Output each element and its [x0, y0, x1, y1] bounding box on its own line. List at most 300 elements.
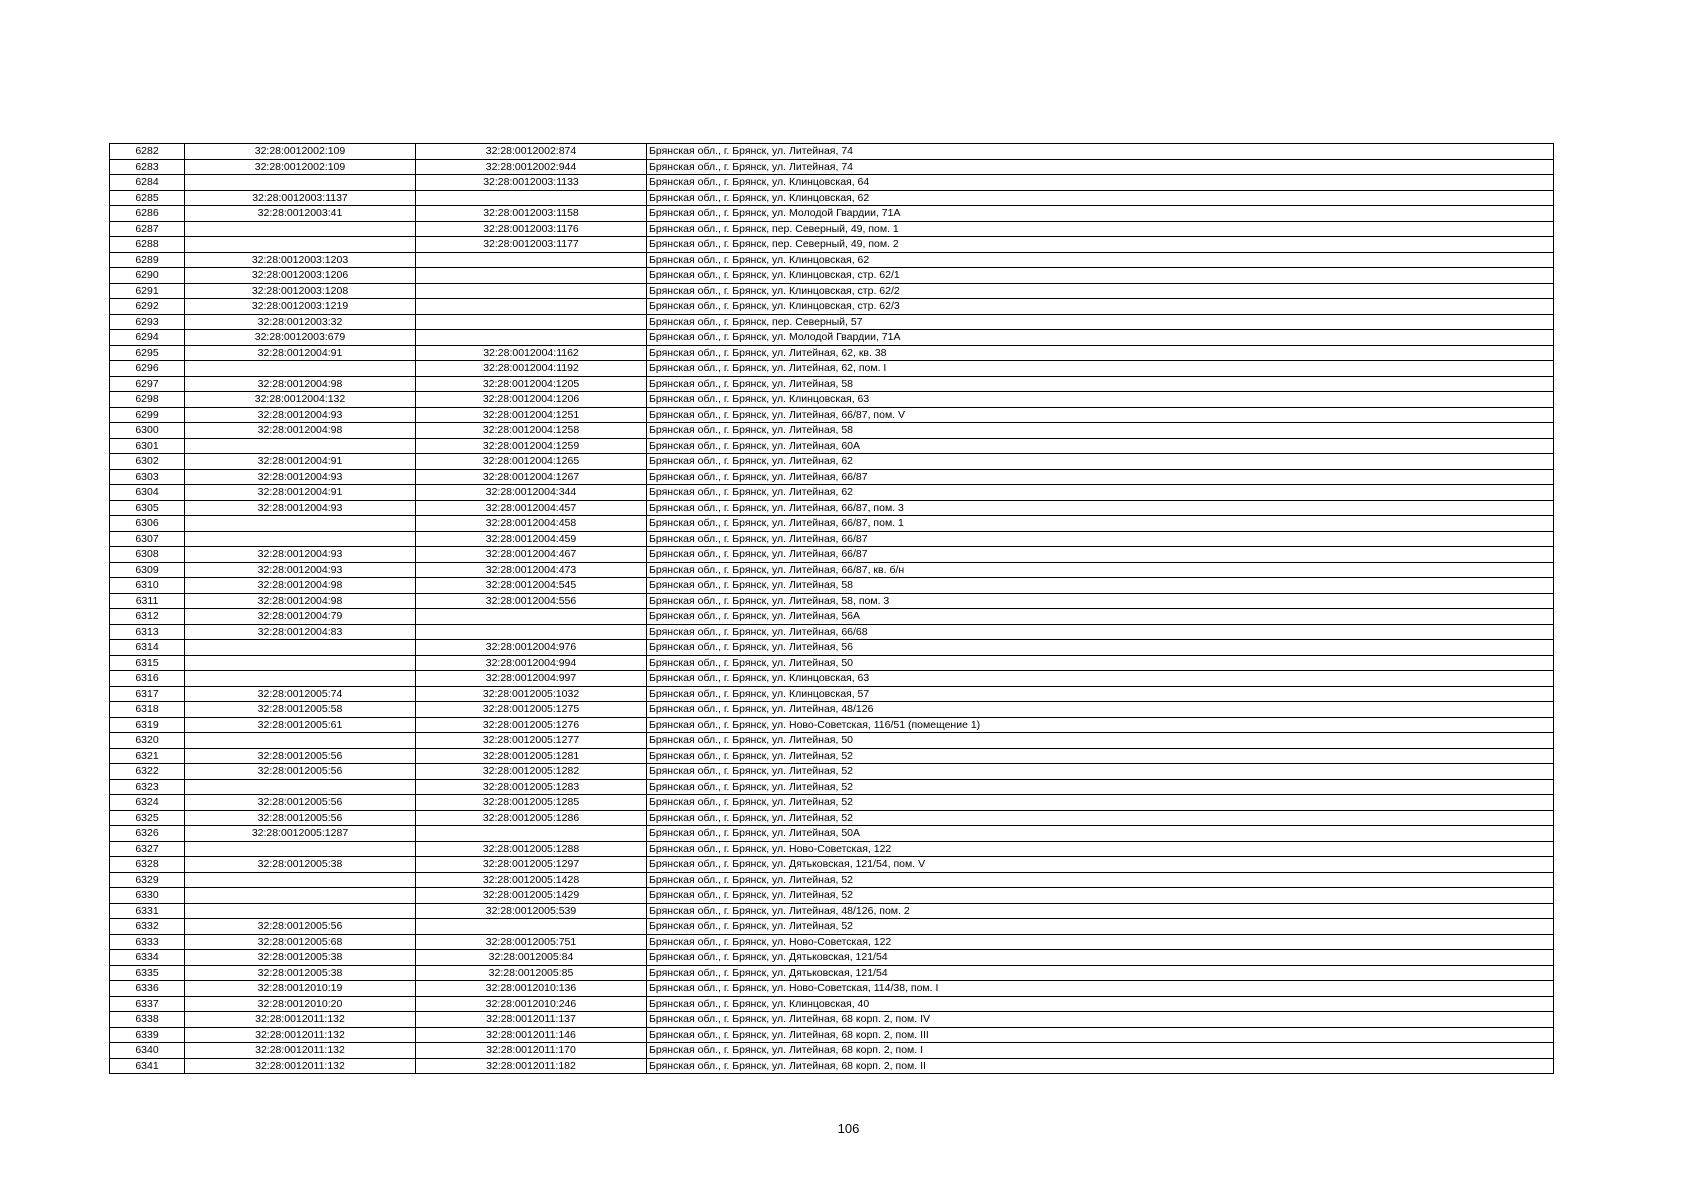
address-cell: Брянская обл., г. Брянск, ул. Клинцовская, 64 — [647, 175, 1554, 191]
row-number-cell: 6334 — [110, 950, 185, 966]
address-cell: Брянская обл., г. Брянск, пер. Северный, 49, пом. 1 — [647, 221, 1554, 237]
row-number-cell: 6302 — [110, 454, 185, 470]
table-row — [110, 485, 1554, 501]
address-cell: Брянская обл., г. Брянск, ул. Ново-Советская, 116/51 (помещение 1) — [647, 717, 1554, 733]
land-cadastral-number-cell: 32:28:0012002:109 — [185, 144, 416, 160]
row-number-cell: 6283 — [110, 159, 185, 175]
row-number-cell: 6298 — [110, 392, 185, 408]
object-cadastral-number-cell: 32:28:0012004:994 — [416, 655, 647, 671]
address-cell: Брянская обл., г. Брянск, ул. Литейная, 50 — [647, 733, 1554, 749]
land-cadastral-number-cell: 32:28:0012003:1137 — [185, 190, 416, 206]
address-cell: Брянская обл., г. Брянск, ул. Литейная, 66/87 — [647, 469, 1554, 485]
row-number-cell: 6287 — [110, 221, 185, 237]
row-number-cell: 6321 — [110, 748, 185, 764]
land-cadastral-number-cell: 32:28:0012004:98 — [185, 593, 416, 609]
table-row — [110, 516, 1554, 532]
table-row — [110, 392, 1554, 408]
land-cadastral-number-cell: 32:28:0012005:38 — [185, 857, 416, 873]
address-cell: Брянская обл., г. Брянск, ул. Клинцовская, стр. 62/2 — [647, 283, 1554, 299]
row-number-cell: 6292 — [110, 299, 185, 315]
row-number-cell: 6297 — [110, 376, 185, 392]
land-cadastral-number-cell — [185, 640, 416, 656]
address-cell: Брянская обл., г. Брянск, ул. Дятьковская, 121/54, пом. V — [647, 857, 1554, 873]
object-cadastral-number-cell — [416, 919, 647, 935]
object-cadastral-number-cell: 32:28:0012010:246 — [416, 996, 647, 1012]
row-number-cell: 6313 — [110, 624, 185, 640]
table-row — [110, 268, 1554, 284]
address-cell: Брянская обл., г. Брянск, ул. Дятьковская, 121/54 — [647, 950, 1554, 966]
table-row — [110, 299, 1554, 315]
table-row — [110, 438, 1554, 454]
land-cadastral-number-cell — [185, 438, 416, 454]
row-number-cell: 6289 — [110, 252, 185, 268]
table-row — [110, 159, 1554, 175]
row-number-cell: 6320 — [110, 733, 185, 749]
table-row — [110, 609, 1554, 625]
table-row — [110, 996, 1554, 1012]
land-cadastral-number-cell: 32:28:0012005:58 — [185, 702, 416, 718]
address-cell: Брянская обл., г. Брянск, ул. Клинцовская, 62 — [647, 190, 1554, 206]
address-cell: Брянская обл., г. Брянск, ул. Литейная, 66/87 — [647, 547, 1554, 563]
row-number-cell: 6326 — [110, 826, 185, 842]
object-cadastral-number-cell: 32:28:0012005:85 — [416, 965, 647, 981]
land-cadastral-number-cell: 32:28:0012004:98 — [185, 578, 416, 594]
address-cell: Брянская обл., г. Брянск, пер. Северный, 49, пом. 2 — [647, 237, 1554, 253]
table-row — [110, 686, 1554, 702]
row-number-cell: 6285 — [110, 190, 185, 206]
land-cadastral-number-cell — [185, 237, 416, 253]
address-cell: Брянская обл., г. Брянск, ул. Молодой Гвардии, 71А — [647, 206, 1554, 222]
object-cadastral-number-cell: 32:28:0012005:1275 — [416, 702, 647, 718]
row-number-cell: 6324 — [110, 795, 185, 811]
address-cell: Брянская обл., г. Брянск, ул. Литейная, 52 — [647, 872, 1554, 888]
address-cell: Брянская обл., г. Брянск, ул. Литейная, 68 корп. 2, пом. IV — [647, 1012, 1554, 1028]
table-row — [110, 826, 1554, 842]
table-row — [110, 981, 1554, 997]
address-cell: Брянская обл., г. Брянск, пер. Северный, 57 — [647, 314, 1554, 330]
address-cell: Брянская обл., г. Брянск, ул. Литейная, 74 — [647, 144, 1554, 160]
row-number-cell: 6331 — [110, 903, 185, 919]
address-cell: Брянская обл., г. Брянск, ул. Литейная, 68 корп. 2, пом. III — [647, 1027, 1554, 1043]
row-number-cell: 6318 — [110, 702, 185, 718]
table-row — [110, 547, 1554, 563]
object-cadastral-number-cell — [416, 283, 647, 299]
row-number-cell: 6293 — [110, 314, 185, 330]
object-cadastral-number-cell: 32:28:0012004:1192 — [416, 361, 647, 377]
table-row — [110, 965, 1554, 981]
land-cadastral-number-cell: 32:28:0012002:109 — [185, 159, 416, 175]
row-number-cell: 6301 — [110, 438, 185, 454]
land-cadastral-number-cell: 32:28:0012005:56 — [185, 919, 416, 935]
row-number-cell: 6309 — [110, 562, 185, 578]
object-cadastral-number-cell: 32:28:0012005:1288 — [416, 841, 647, 857]
address-cell: Брянская обл., г. Брянск, ул. Литейная, 74 — [647, 159, 1554, 175]
row-number-cell: 6332 — [110, 919, 185, 935]
row-number-cell: 6340 — [110, 1043, 185, 1059]
land-cadastral-number-cell: 32:28:0012011:132 — [185, 1027, 416, 1043]
row-number-cell: 6316 — [110, 671, 185, 687]
land-cadastral-number-cell — [185, 361, 416, 377]
row-number-cell: 6329 — [110, 872, 185, 888]
row-number-cell: 6290 — [110, 268, 185, 284]
table-row — [110, 1027, 1554, 1043]
land-cadastral-number-cell: 32:28:0012005:61 — [185, 717, 416, 733]
table-row — [110, 144, 1554, 160]
row-number-cell: 6338 — [110, 1012, 185, 1028]
row-number-cell: 6294 — [110, 330, 185, 346]
object-cadastral-number-cell: 32:28:0012004:467 — [416, 547, 647, 563]
object-cadastral-number-cell: 32:28:0012004:1162 — [416, 345, 647, 361]
object-cadastral-number-cell: 32:28:0012004:1258 — [416, 423, 647, 439]
row-number-cell: 6325 — [110, 810, 185, 826]
land-cadastral-number-cell — [185, 903, 416, 919]
object-cadastral-number-cell: 32:28:0012005:84 — [416, 950, 647, 966]
address-cell: Брянская обл., г. Брянск, ул. Литейная, 50 — [647, 655, 1554, 671]
table-row — [110, 252, 1554, 268]
object-cadastral-number-cell: 32:28:0012002:944 — [416, 159, 647, 175]
table-row — [110, 314, 1554, 330]
land-cadastral-number-cell: 32:28:0012010:19 — [185, 981, 416, 997]
land-cadastral-number-cell: 32:28:0012004:91 — [185, 345, 416, 361]
address-cell: Брянская обл., г. Брянск, ул. Литейная, 66/87, пом. 1 — [647, 516, 1554, 532]
table-row — [110, 206, 1554, 222]
land-cadastral-number-cell: 32:28:0012004:93 — [185, 562, 416, 578]
page-number: 106 — [837, 1121, 860, 1136]
row-number-cell: 6282 — [110, 144, 185, 160]
land-cadastral-number-cell: 32:28:0012010:20 — [185, 996, 416, 1012]
table-row — [110, 562, 1554, 578]
land-cadastral-number-cell: 32:28:0012005:74 — [185, 686, 416, 702]
land-cadastral-number-cell: 32:28:0012011:132 — [185, 1058, 416, 1074]
table-row — [110, 717, 1554, 733]
object-cadastral-number-cell — [416, 624, 647, 640]
object-cadastral-number-cell: 32:28:0012005:1032 — [416, 686, 647, 702]
row-number-cell: 6286 — [110, 206, 185, 222]
address-cell: Брянская обл., г. Брянск, ул. Литейная, 66/87 — [647, 531, 1554, 547]
land-cadastral-number-cell: 32:28:0012004:132 — [185, 392, 416, 408]
address-cell: Брянская обл., г. Брянск, ул. Клинцовская, стр. 62/1 — [647, 268, 1554, 284]
land-cadastral-number-cell: 32:28:0012005:56 — [185, 795, 416, 811]
object-cadastral-number-cell: 32:28:0012004:1251 — [416, 407, 647, 423]
land-cadastral-number-cell — [185, 671, 416, 687]
table-row — [110, 950, 1554, 966]
land-cadastral-number-cell: 32:28:0012004:98 — [185, 423, 416, 439]
object-cadastral-number-cell — [416, 330, 647, 346]
object-cadastral-number-cell: 32:28:0012011:170 — [416, 1043, 647, 1059]
table-row — [110, 764, 1554, 780]
object-cadastral-number-cell: 32:28:0012004:458 — [416, 516, 647, 532]
land-cadastral-number-cell: 32:28:0012005:1287 — [185, 826, 416, 842]
address-cell: Брянская обл., г. Брянск, ул. Литейная, 66/87, пом. 3 — [647, 500, 1554, 516]
object-cadastral-number-cell: 32:28:0012004:473 — [416, 562, 647, 578]
table-row — [110, 376, 1554, 392]
row-number-cell: 6303 — [110, 469, 185, 485]
address-cell: Брянская обл., г. Брянск, ул. Литейная, 66/68 — [647, 624, 1554, 640]
table-row — [110, 423, 1554, 439]
row-number-cell: 6291 — [110, 283, 185, 299]
row-number-cell: 6315 — [110, 655, 185, 671]
land-cadastral-number-cell — [185, 221, 416, 237]
land-cadastral-number-cell — [185, 872, 416, 888]
row-number-cell: 6310 — [110, 578, 185, 594]
table-row — [110, 593, 1554, 609]
table-row — [110, 903, 1554, 919]
land-cadastral-number-cell — [185, 531, 416, 547]
object-cadastral-number-cell: 32:28:0012005:751 — [416, 934, 647, 950]
row-number-cell: 6336 — [110, 981, 185, 997]
row-number-cell: 6308 — [110, 547, 185, 563]
object-cadastral-number-cell: 32:28:0012005:539 — [416, 903, 647, 919]
registry-table-container — [109, 143, 1554, 1074]
table-row — [110, 500, 1554, 516]
object-cadastral-number-cell: 32:28:0012010:136 — [416, 981, 647, 997]
table-row — [110, 1012, 1554, 1028]
table-row — [110, 640, 1554, 656]
address-cell: Брянская обл., г. Брянск, ул. Ново-Советская, 114/38, пом. I — [647, 981, 1554, 997]
land-cadastral-number-cell: 32:28:0012003:1208 — [185, 283, 416, 299]
address-cell: Брянская обл., г. Брянск, ул. Литейная, 58, пом. 3 — [647, 593, 1554, 609]
object-cadastral-number-cell — [416, 609, 647, 625]
row-number-cell: 6306 — [110, 516, 185, 532]
land-cadastral-number-cell: 32:28:0012004:98 — [185, 376, 416, 392]
object-cadastral-number-cell: 32:28:0012003:1133 — [416, 175, 647, 191]
address-cell: Брянская обл., г. Брянск, ул. Литейная, 62, пом. I — [647, 361, 1554, 377]
table-row — [110, 330, 1554, 346]
land-cadastral-number-cell: 32:28:0012004:83 — [185, 624, 416, 640]
registry-table — [109, 143, 1554, 1074]
object-cadastral-number-cell: 32:28:0012003:1176 — [416, 221, 647, 237]
table-row — [110, 578, 1554, 594]
table-row — [110, 748, 1554, 764]
row-number-cell: 6339 — [110, 1027, 185, 1043]
land-cadastral-number-cell: 32:28:0012004:93 — [185, 469, 416, 485]
address-cell: Брянская обл., г. Брянск, ул. Литейная, 56А — [647, 609, 1554, 625]
object-cadastral-number-cell: 32:28:0012004:976 — [416, 640, 647, 656]
address-cell: Брянская обл., г. Брянск, ул. Клинцовская, 57 — [647, 686, 1554, 702]
row-number-cell: 6330 — [110, 888, 185, 904]
table-row — [110, 655, 1554, 671]
table-row — [110, 671, 1554, 687]
table-row — [110, 345, 1554, 361]
row-number-cell: 6337 — [110, 996, 185, 1012]
registry-table-body — [110, 144, 1554, 1074]
land-cadastral-number-cell: 32:28:0012003:32 — [185, 314, 416, 330]
land-cadastral-number-cell — [185, 175, 416, 191]
row-number-cell: 6284 — [110, 175, 185, 191]
object-cadastral-number-cell — [416, 190, 647, 206]
row-number-cell: 6296 — [110, 361, 185, 377]
object-cadastral-number-cell: 32:28:0012003:1158 — [416, 206, 647, 222]
row-number-cell: 6307 — [110, 531, 185, 547]
object-cadastral-number-cell — [416, 299, 647, 315]
address-cell: Брянская обл., г. Брянск, ул. Литейная, 52 — [647, 764, 1554, 780]
address-cell: Брянская обл., г. Брянск, ул. Литейная, 66/87, пом. V — [647, 407, 1554, 423]
row-number-cell: 6322 — [110, 764, 185, 780]
land-cadastral-number-cell: 32:28:0012005:56 — [185, 810, 416, 826]
address-cell: Брянская обл., г. Брянск, ул. Клинцовская, 63 — [647, 671, 1554, 687]
object-cadastral-number-cell: 32:28:0012004:997 — [416, 671, 647, 687]
address-cell: Брянская обл., г. Брянск, ул. Литейная, 50А — [647, 826, 1554, 842]
row-number-cell: 6304 — [110, 485, 185, 501]
land-cadastral-number-cell: 32:28:0012004:91 — [185, 485, 416, 501]
row-number-cell: 6311 — [110, 593, 185, 609]
land-cadastral-number-cell: 32:28:0012003:41 — [185, 206, 416, 222]
object-cadastral-number-cell: 32:28:0012003:1177 — [416, 237, 647, 253]
object-cadastral-number-cell: 32:28:0012005:1297 — [416, 857, 647, 873]
land-cadastral-number-cell — [185, 733, 416, 749]
object-cadastral-number-cell: 32:28:0012011:146 — [416, 1027, 647, 1043]
table-row — [110, 795, 1554, 811]
table-row — [110, 531, 1554, 547]
land-cadastral-number-cell: 32:28:0012004:93 — [185, 407, 416, 423]
table-row — [110, 888, 1554, 904]
row-number-cell: 6288 — [110, 237, 185, 253]
land-cadastral-number-cell: 32:28:0012003:679 — [185, 330, 416, 346]
table-row — [110, 237, 1554, 253]
row-number-cell: 6335 — [110, 965, 185, 981]
land-cadastral-number-cell — [185, 516, 416, 532]
land-cadastral-number-cell: 32:28:0012004:91 — [185, 454, 416, 470]
land-cadastral-number-cell: 32:28:0012011:132 — [185, 1012, 416, 1028]
table-row — [110, 1043, 1554, 1059]
land-cadastral-number-cell — [185, 655, 416, 671]
address-cell: Брянская обл., г. Брянск, ул. Клинцовская, стр. 62/3 — [647, 299, 1554, 315]
object-cadastral-number-cell — [416, 268, 647, 284]
object-cadastral-number-cell: 32:28:0012004:1205 — [416, 376, 647, 392]
address-cell: Брянская обл., г. Брянск, ул. Молодой Гвардии, 71А — [647, 330, 1554, 346]
table-row — [110, 702, 1554, 718]
object-cadastral-number-cell: 32:28:0012005:1286 — [416, 810, 647, 826]
address-cell: Брянская обл., г. Брянск, ул. Ново-Советская, 122 — [647, 841, 1554, 857]
address-cell: Брянская обл., г. Брянск, ул. Литейная, 52 — [647, 748, 1554, 764]
address-cell: Брянская обл., г. Брянск, ул. Дятьковская, 121/54 — [647, 965, 1554, 981]
object-cadastral-number-cell: 32:28:0012004:1265 — [416, 454, 647, 470]
address-cell: Брянская обл., г. Брянск, ул. Литейная, 52 — [647, 779, 1554, 795]
object-cadastral-number-cell: 32:28:0012004:457 — [416, 500, 647, 516]
table-row — [110, 733, 1554, 749]
address-cell: Брянская обл., г. Брянск, ул. Литейная, 62 — [647, 485, 1554, 501]
object-cadastral-number-cell: 32:28:0012005:1282 — [416, 764, 647, 780]
object-cadastral-number-cell — [416, 826, 647, 842]
object-cadastral-number-cell: 32:28:0012002:874 — [416, 144, 647, 160]
table-row — [110, 624, 1554, 640]
table-row — [110, 190, 1554, 206]
table-row — [110, 283, 1554, 299]
table-row — [110, 857, 1554, 873]
object-cadastral-number-cell: 32:28:0012005:1283 — [416, 779, 647, 795]
address-cell: Брянская обл., г. Брянск, ул. Литейная, 62, кв. 38 — [647, 345, 1554, 361]
object-cadastral-number-cell: 32:28:0012005:1277 — [416, 733, 647, 749]
row-number-cell: 6323 — [110, 779, 185, 795]
row-number-cell: 6300 — [110, 423, 185, 439]
object-cadastral-number-cell — [416, 314, 647, 330]
row-number-cell: 6305 — [110, 500, 185, 516]
row-number-cell: 6295 — [110, 345, 185, 361]
land-cadastral-number-cell: 32:28:0012011:132 — [185, 1043, 416, 1059]
row-number-cell: 6328 — [110, 857, 185, 873]
table-row — [110, 919, 1554, 935]
address-cell: Брянская обл., г. Брянск, ул. Литейная, 58 — [647, 578, 1554, 594]
land-cadastral-number-cell: 32:28:0012003:1219 — [185, 299, 416, 315]
land-cadastral-number-cell: 32:28:0012004:93 — [185, 500, 416, 516]
table-row — [110, 454, 1554, 470]
row-number-cell: 6333 — [110, 934, 185, 950]
table-row — [110, 779, 1554, 795]
table-row — [110, 872, 1554, 888]
address-cell: Брянская обл., г. Брянск, ул. Литейная, 48/126 — [647, 702, 1554, 718]
land-cadastral-number-cell — [185, 888, 416, 904]
row-number-cell: 6317 — [110, 686, 185, 702]
table-row — [110, 407, 1554, 423]
object-cadastral-number-cell: 32:28:0012011:137 — [416, 1012, 647, 1028]
address-cell: Брянская обл., г. Брянск, ул. Клинцовская, 40 — [647, 996, 1554, 1012]
table-row — [110, 934, 1554, 950]
row-number-cell: 6314 — [110, 640, 185, 656]
table-row — [110, 810, 1554, 826]
object-cadastral-number-cell: 32:28:0012011:182 — [416, 1058, 647, 1074]
land-cadastral-number-cell: 32:28:0012005:56 — [185, 748, 416, 764]
object-cadastral-number-cell: 32:28:0012004:1267 — [416, 469, 647, 485]
address-cell: Брянская обл., г. Брянск, ул. Клинцовская, 62 — [647, 252, 1554, 268]
address-cell: Брянская обл., г. Брянск, ул. Литейная, 56 — [647, 640, 1554, 656]
address-cell: Брянская обл., г. Брянск, ул. Литейная, 52 — [647, 919, 1554, 935]
address-cell: Брянская обл., г. Брянск, ул. Литейная, 48/126, пом. 2 — [647, 903, 1554, 919]
object-cadastral-number-cell: 32:28:0012004:1259 — [416, 438, 647, 454]
object-cadastral-number-cell: 32:28:0012004:459 — [416, 531, 647, 547]
table-row — [110, 175, 1554, 191]
row-number-cell: 6319 — [110, 717, 185, 733]
address-cell: Брянская обл., г. Брянск, ул. Литейная, 68 корп. 2, пом. I — [647, 1043, 1554, 1059]
table-row — [110, 361, 1554, 377]
object-cadastral-number-cell — [416, 252, 647, 268]
object-cadastral-number-cell: 32:28:0012005:1428 — [416, 872, 647, 888]
table-row — [110, 841, 1554, 857]
address-cell: Брянская обл., г. Брянск, ул. Литейная, 58 — [647, 423, 1554, 439]
address-cell: Брянская обл., г. Брянск, ул. Литейная, 52 — [647, 795, 1554, 811]
table-row — [110, 221, 1554, 237]
row-number-cell: 6312 — [110, 609, 185, 625]
land-cadastral-number-cell: 32:28:0012005:56 — [185, 764, 416, 780]
object-cadastral-number-cell: 32:28:0012005:1285 — [416, 795, 647, 811]
land-cadastral-number-cell: 32:28:0012005:38 — [185, 965, 416, 981]
table-row — [110, 469, 1554, 485]
land-cadastral-number-cell: 32:28:0012003:1206 — [185, 268, 416, 284]
address-cell: Брянская обл., г. Брянск, ул. Литейная, 62 — [647, 454, 1554, 470]
address-cell: Брянская обл., г. Брянск, ул. Литейная, 60А — [647, 438, 1554, 454]
land-cadastral-number-cell — [185, 841, 416, 857]
land-cadastral-number-cell: 32:28:0012003:1203 — [185, 252, 416, 268]
row-number-cell: 6327 — [110, 841, 185, 857]
object-cadastral-number-cell: 32:28:0012005:1281 — [416, 748, 647, 764]
object-cadastral-number-cell: 32:28:0012004:344 — [416, 485, 647, 501]
address-cell: Брянская обл., г. Брянск, ул. Ново-Советская, 122 — [647, 934, 1554, 950]
address-cell: Брянская обл., г. Брянск, ул. Литейная, 58 — [647, 376, 1554, 392]
row-number-cell: 6341 — [110, 1058, 185, 1074]
land-cadastral-number-cell: 32:28:0012004:79 — [185, 609, 416, 625]
address-cell: Брянская обл., г. Брянск, ул. Литейная, 68 корп. 2, пом. II — [647, 1058, 1554, 1074]
object-cadastral-number-cell: 32:28:0012005:1429 — [416, 888, 647, 904]
object-cadastral-number-cell: 32:28:0012004:556 — [416, 593, 647, 609]
address-cell: Брянская обл., г. Брянск, ул. Клинцовская, 63 — [647, 392, 1554, 408]
object-cadastral-number-cell: 32:28:0012005:1276 — [416, 717, 647, 733]
object-cadastral-number-cell: 32:28:0012004:545 — [416, 578, 647, 594]
address-cell: Брянская обл., г. Брянск, ул. Литейная, 52 — [647, 888, 1554, 904]
land-cadastral-number-cell: 32:28:0012005:68 — [185, 934, 416, 950]
address-cell: Брянская обл., г. Брянск, ул. Литейная, 52 — [647, 810, 1554, 826]
object-cadastral-number-cell: 32:28:0012004:1206 — [416, 392, 647, 408]
address-cell: Брянская обл., г. Брянск, ул. Литейная, 66/87, кв. б/н — [647, 562, 1554, 578]
land-cadastral-number-cell: 32:28:0012005:38 — [185, 950, 416, 966]
